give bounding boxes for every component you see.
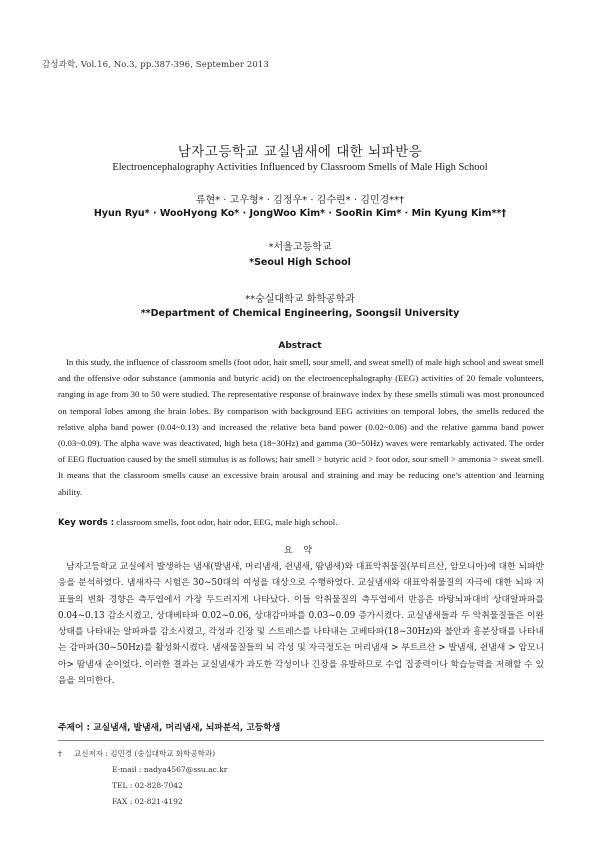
dagger-mark: †: [58, 749, 62, 758]
abstract-heading: Abstract: [278, 341, 322, 351]
affiliation-1-korean: *서울고등학교: [268, 242, 332, 253]
affiliation-2-korean: **숭실대학교 화학공학과: [245, 294, 355, 305]
footnote-corresponding-line: [58, 746, 227, 762]
keywords-korean-list: 교실냄새, 발냄새, 머리냄새, 뇌파분석, 고등학생: [93, 723, 281, 733]
summary-heading-korean: 요 약: [283, 546, 317, 556]
keywords-english: [58, 517, 544, 528]
footnote-corresponding: 교신저자 : 김민경 (숭실대학교 화학공학과): [74, 749, 216, 758]
footnote-tel: TEL : 02-828-7042: [112, 781, 183, 790]
corresponding-author-footnote: [58, 746, 227, 810]
paper-title-korean: 남자고등학교 교실냄새에 대한 뇌파반응: [177, 144, 423, 160]
footnote-email: E-mail : nadya4567@ssu.ac.kr: [112, 765, 228, 774]
footnote-divider: [58, 740, 544, 741]
keywords-korean-label: 주제어 :: [58, 723, 91, 733]
summary-text-korean: 남자고등학교 교실에서 발생하는 냄새(발냄새, 머리냄새, 쉰냄새, 땀냄새)와 대표악취물질(부티르산, 암모니아)에 대한 뇌파반응을 분석하였다. 냄새자극 시험은 30~50대의 여성을 대상으로 수행하였다. 교실냄새와 대표악취물질의 자극에 대한 뇌파 지표들의 변화 경향은 측두엽에서 가장 두드러지게 나타났다. 이들 악취물질의 측두엽에서 반응은 바탕뇌파대비 상대알파파를 0.04~0.13 감소시켰고, 상대베타파 0.02~0.06, 상대감마파를 0.03~0.09 증가시켰다. 교실냄새들과 두 악취물질들은 이완상태를 나타내는 알파파를 감소시켰고, 각성과 긴장 및 스트레스를 나타내는 고베타파(18~30Hz)와 불안과 흥분상태를 나타내는 감마파(30~50Hz)를 활성화시켰다. 냄새물질들의 뇌 각성 및 자극정도는 머리냄새 > 부트르산 > 발냄새, 쉰냄새 > 암모니아> 땀냄새 순이었다. 이러한 결과는 교실냄새가 과도한 각성이나 긴장을 유발하므로 수업 집중력이나 학습능력을 저해할 수 있음을 의미한다.: [58, 562, 544, 687]
paper-title-english: Electroencephalography Activities Influenced by Classroom Smells of Male High School: [112, 162, 488, 173]
authors-english: Hyun Ryu* · WooHyong Ko* · JongWoo Kim* · SooRin Kim* · Min Kyung Kim**†: [93, 208, 507, 219]
keywords-korean: [58, 720, 544, 733]
affiliation-1-english: *Seoul High School: [249, 257, 351, 268]
affiliation-2-english: **Department of Chemical Engineering, Soongsil University: [140, 308, 460, 319]
authors-korean: 류현* · 고우형* · 김정우* · 김수린* · 김민경**†: [195, 195, 405, 206]
journal-citation: 감성과학, Vol.16, No.3, pp.387-396, September 2013: [42, 60, 269, 70]
keywords-list: classroom smells, foot odor, hair odor, EEG, male high school.: [116, 517, 338, 527]
footnote-fax: FAX : 02-821-4192: [112, 797, 183, 806]
keywords-label: Key words :: [58, 518, 115, 528]
abstract-text: In this study, the influence of classroom smells (foot odor, hair smell, sour smell, and sweat smell) of male high school and sweat smell and the offensive odor substance (ammonia and butyric acid) on the electroencephalography (EEG) activities of 20 female volunteers, ranging in age from 30 to 50 were studied. The representative response of brainwave index by these smells stimuli was most pronounced on temporal lobes among the brain lobes. By comparison with background EEG activities on temporal lobes, the smells reduced the relative alpha band power (0.04~0.13) and increased the relative beta band power (0.02~0.06) and the relative gamma band power (0.03~0.09). The alpha wave was deactivated, high beta (18~30Hz) and gamma (30~50Hz) waves were remarkably activated. The order of EEG fluctuation caused by the smell stimulus is as follows; hair smell > butyric acid > foot odor, sour smell > ammonia > sweat smell. It means that the classroom smells cause an excessive brain arousal and straining and may be reducing one’s attention and learning ability.: [58, 357, 544, 497]
